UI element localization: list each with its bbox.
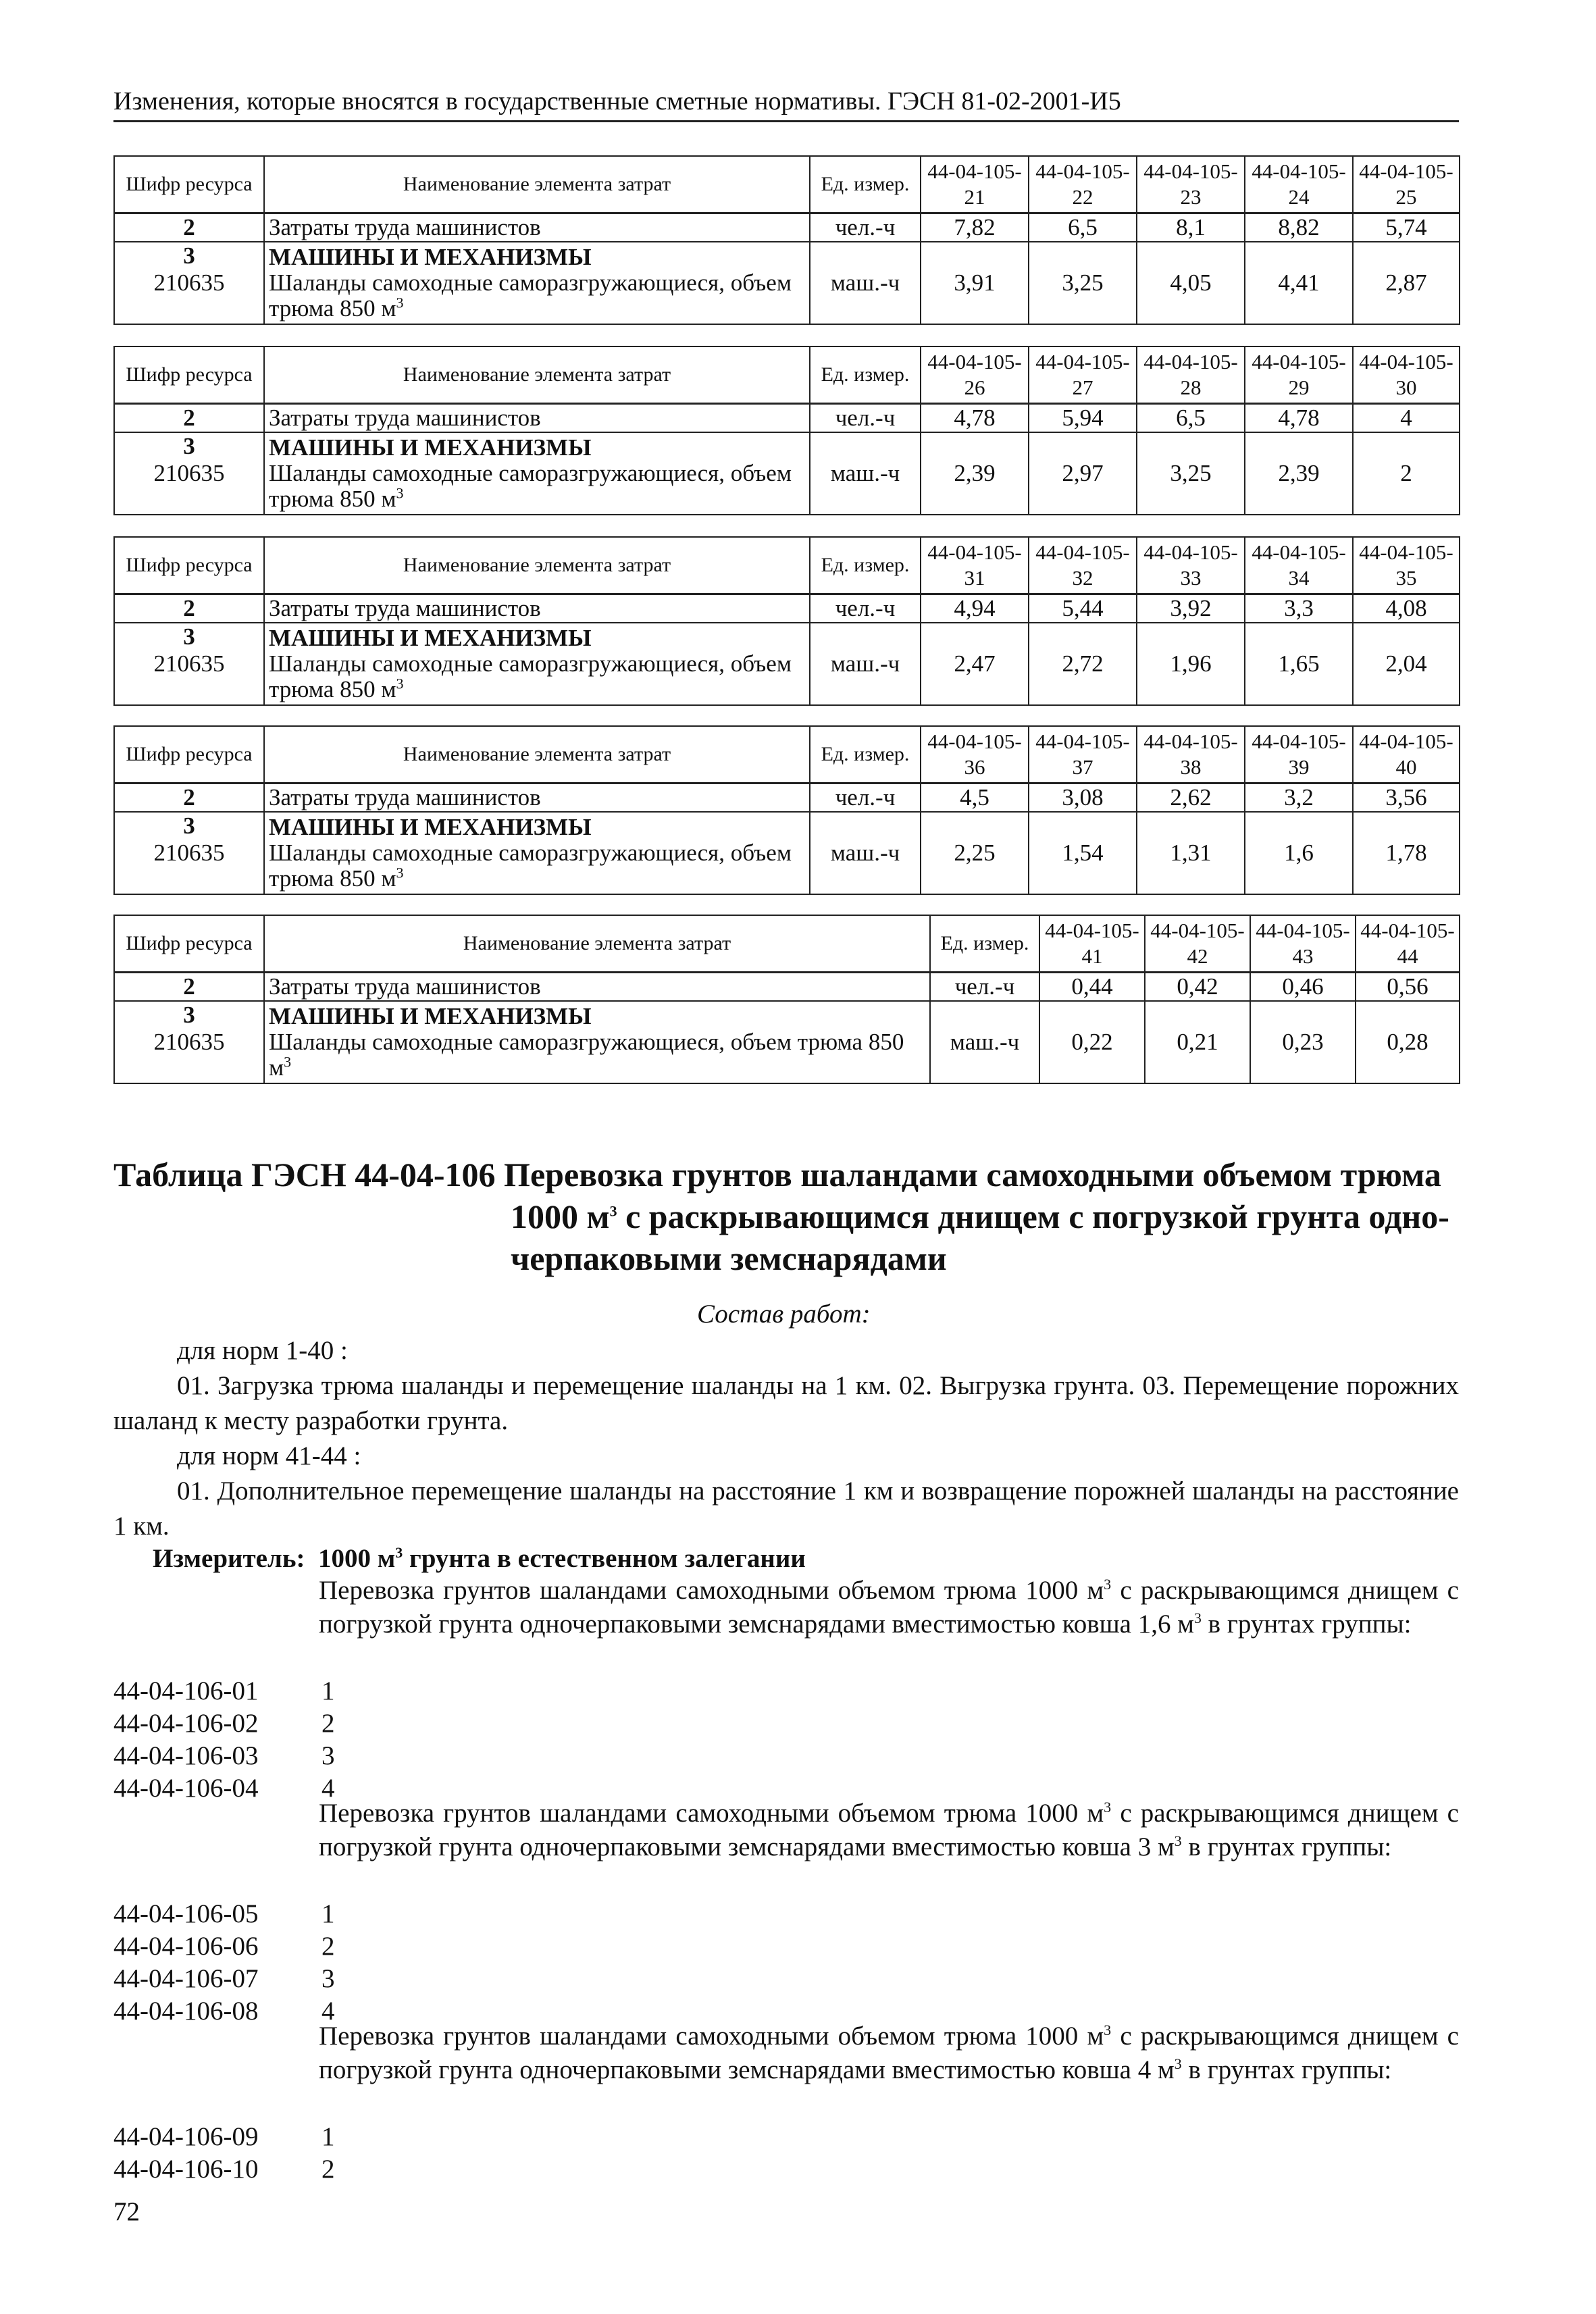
soil-group: 4 <box>321 1997 335 2026</box>
resource-name-block: МАШИНЫ И МЕХАНИЗМЫ Шаланды самоходные саморазгружающиеся, объем трюма 850 $м^3$ <box>264 623 810 705</box>
col-name-header: Наименование элемента затрат <box>264 346 810 403</box>
resource-value: 0,46 <box>1250 972 1356 1001</box>
norm-code: 44-04-106-10 <box>113 2155 259 2184</box>
resource-unit: маш.-ч <box>810 242 921 324</box>
norm-code-header: 44-04-105-43 <box>1250 915 1356 972</box>
resource-value: 4,78 <box>921 403 1029 432</box>
norm-code-header: 44-04-105-25 <box>1353 156 1460 213</box>
resource-unit: чел.-ч <box>810 783 921 812</box>
resource-name: Шаланды самоходные саморазгружающиеся, объем трюма 850 м <box>269 839 792 892</box>
resource-code: 2 <box>114 783 264 812</box>
resource-code-block <box>114 432 264 515</box>
norm-code-header: 44-04-105-23 <box>1137 156 1245 213</box>
norm-item <box>113 1963 335 1995</box>
soil-group: 1 <box>321 1676 335 1705</box>
resource-value: 4,5 <box>921 783 1029 812</box>
norm-item <box>113 1995 335 2028</box>
resource-value: 2,72 <box>1029 623 1137 705</box>
resource-value: 0,21 <box>1145 1001 1250 1083</box>
resource-value: 4 <box>1353 403 1460 432</box>
norm-code-header: 44-04-105-37 <box>1029 726 1137 783</box>
soil-group: 1 <box>321 2122 335 2151</box>
resource-name: Затраты труда машинистов <box>264 594 810 623</box>
col-name-header: Наименование элемента затрат <box>264 915 930 972</box>
resource-name: Шаланды самоходные саморазгружающиеся, объем трюма 850 м <box>269 459 792 512</box>
section-title-line3: черпаковыми земснарядами <box>511 1239 947 1277</box>
norm-item <box>113 1740 335 1772</box>
col-code-header: Шифр ресурса <box>114 915 264 972</box>
work-list-1: 01. Загрузка трюма шаланды и перемещение шаланды на 1 км. 02. Выгрузка грунта. 03. Перемещение порожних шаланд к месту разработки грунта. <box>113 1371 1459 1435</box>
norm-code-header: 44-04-105-26 <box>921 346 1029 403</box>
table-row <box>114 403 1460 432</box>
norm-code: 44-04-106-02 <box>113 1709 259 1738</box>
resource-name: Шаланды самоходные саморазгружающиеся, объем трюма 850 м <box>269 269 792 322</box>
norm-code-header: 44-04-105-27 <box>1029 346 1137 403</box>
resource-unit: маш.-ч <box>810 432 921 515</box>
norm-code-header: 44-04-105-35 <box>1353 537 1460 594</box>
soil-group: 2 <box>321 2155 335 2184</box>
resource-value: 0,23 <box>1250 1001 1356 1083</box>
norm-code-header: 44-04-105-28 <box>1137 346 1245 403</box>
resource-value: 2,62 <box>1137 783 1245 812</box>
col-unit-header: Ед. измер. <box>810 537 921 594</box>
resource-code: 3 <box>183 1001 195 1028</box>
resource-name-block: МАШИНЫ И МЕХАНИЗМЫ Шаланды самоходные саморазгружающиеся, объем трюма 850 $м^3$ <box>264 432 810 515</box>
resource-value: 1,65 <box>1245 623 1353 705</box>
resource-code-block <box>114 1001 264 1083</box>
resource-code: 210635 <box>153 1028 225 1055</box>
norm-code: 44-04-106-04 <box>113 1774 259 1803</box>
norm-code-header: 44-04-105-36 <box>921 726 1029 783</box>
norm-code-header: 44-04-105-29 <box>1245 346 1353 403</box>
resource-code-block <box>114 812 264 894</box>
col-code-header: Шифр ресурса <box>114 537 264 594</box>
for-norms-1-40: для норм 1-40 : <box>177 1336 348 1365</box>
resource-code-block <box>114 623 264 705</box>
resource-code: 3 <box>183 812 195 839</box>
norm-item <box>113 1772 335 1805</box>
resource-value: 0,28 <box>1356 1001 1460 1083</box>
norm-code-header: 44-04-105-38 <box>1137 726 1245 783</box>
norm-code-header: 44-04-105-33 <box>1137 537 1245 594</box>
table-row <box>114 432 1460 515</box>
table-row <box>114 783 1460 812</box>
for-norms-41-44: для норм 41-44 : <box>177 1441 361 1470</box>
norm-item <box>113 2121 335 2153</box>
resource-value: 6,5 <box>1137 403 1245 432</box>
soil-group: 3 <box>321 1964 335 1993</box>
resource-value: 2,87 <box>1353 242 1460 324</box>
resource-value: 0,22 <box>1039 1001 1145 1083</box>
resource-value: 3,92 <box>1137 594 1245 623</box>
resource-unit: чел.-ч <box>810 594 921 623</box>
page-number: 72 <box>113 2197 140 2226</box>
col-unit-header: Ед. измер. <box>810 346 921 403</box>
norm-code-header: 44-04-105-22 <box>1029 156 1137 213</box>
norm-code: 44-04-106-08 <box>113 1997 259 2026</box>
section-heading: МАШИНЫ И МЕХАНИЗМЫ <box>269 434 592 461</box>
resource-code: 210635 <box>153 650 225 677</box>
resource-value: 0,42 <box>1145 972 1250 1001</box>
group-description: Перевозка грунтов шаландами самоходными объемом трюма 1000 $м^3$ с раскрывающимся днищем с погрузкой грунта одночерпаковыми земснарядами вместимостью ковша 1,6 $м^3$ в грунтах группы: <box>319 1576 1459 1639</box>
resource-name: Затраты труда машинистов <box>264 972 930 1001</box>
section-title <box>113 1154 1459 1279</box>
resource-value: 2 <box>1353 432 1460 515</box>
col-unit-header: Ед. измер. <box>930 915 1039 972</box>
resource-value: 3,2 <box>1245 783 1353 812</box>
norm-code-header: 44-04-105-40 <box>1353 726 1460 783</box>
col-unit-header: Ед. измер. <box>810 726 921 783</box>
resource-unit: маш.-ч <box>930 1001 1039 1083</box>
norm-item <box>113 1707 335 1740</box>
resource-name: Затраты труда машинистов <box>264 403 810 432</box>
resource-name-block: МАШИНЫ И МЕХАНИЗМЫ Шаланды самоходные саморазгружающиеся, объем трюма 850 $м^3$ <box>264 812 810 894</box>
resource-value: 2,47 <box>921 623 1029 705</box>
col-code-header: Шифр ресурса <box>114 346 264 403</box>
norm-code: 44-04-106-03 <box>113 1741 259 1770</box>
resource-value: 5,94 <box>1029 403 1137 432</box>
resource-code-block <box>114 242 264 324</box>
resource-table <box>113 536 1460 706</box>
resource-code: 210635 <box>153 839 225 866</box>
norm-code: 44-04-106-07 <box>113 1964 259 1993</box>
resource-table <box>113 155 1460 325</box>
norm-code-header: 44-04-105-21 <box>921 156 1029 213</box>
resource-value: 6,5 <box>1029 213 1137 242</box>
resource-value: 0,56 <box>1356 972 1460 1001</box>
resource-table <box>113 915 1460 1084</box>
norm-code-header: 44-04-105-30 <box>1353 346 1460 403</box>
work-list-2: 01. Дополнительное перемещение шаланды на расстояние 1 км и возвращение порожней шаланды на расстояние 1 км. <box>113 1476 1459 1541</box>
resource-unit: маш.-ч <box>810 812 921 894</box>
resource-value: 5,74 <box>1353 213 1460 242</box>
table-row <box>114 213 1460 242</box>
resource-code: 210635 <box>153 269 225 296</box>
resource-unit: чел.-ч <box>810 403 921 432</box>
meter-line: Измеритель: 1000 $м^3$ грунта в естественном залегании <box>153 1544 806 1573</box>
section-heading: МАШИНЫ И МЕХАНИЗМЫ <box>269 1002 592 1029</box>
group-description: Перевозка грунтов шаландами самоходными объемом трюма 1000 $м^3$ с раскрывающимся днищем с погрузкой грунта одночерпаковыми земснарядами вместимостью ковша 3 $м^3$ в грунтах группы: <box>319 1799 1459 1861</box>
resource-value: 7,82 <box>921 213 1029 242</box>
norm-code-header: 44-04-105-24 <box>1245 156 1353 213</box>
norm-code: 44-04-106-06 <box>113 1932 259 1961</box>
table-header-row <box>114 537 1460 594</box>
resource-unit: чел.-ч <box>810 213 921 242</box>
resource-value: 4,08 <box>1353 594 1460 623</box>
section-title-line1: Таблица ГЭСН 44-04-106 Перевозка грунтов шаландами самоходными объемом трюма <box>113 1156 1441 1193</box>
section-title-line2: 1000 $м^3$ с раскрывающимся днищем с погрузкой грунта одно- <box>511 1198 1449 1235</box>
resource-value: 3,3 <box>1245 594 1353 623</box>
resource-code: 2 <box>114 972 264 1001</box>
resource-value: 2,39 <box>921 432 1029 515</box>
resource-value: 4,78 <box>1245 403 1353 432</box>
resource-value: 1,6 <box>1245 812 1353 894</box>
resource-name-block: МАШИНЫ И МЕХАНИЗМЫ Шаланды самоходные саморазгружающиеся, объем трюма 850 $м^3$ <box>264 1001 930 1083</box>
table-header-row <box>114 915 1460 972</box>
resource-code: 3 <box>183 242 195 269</box>
resource-code: 210635 <box>153 459 225 486</box>
resource-value: 8,1 <box>1137 213 1245 242</box>
resource-value: 3,25 <box>1029 242 1137 324</box>
resource-code: 2 <box>114 403 264 432</box>
norm-code-header: 44-04-105-34 <box>1245 537 1353 594</box>
resource-value: 3,56 <box>1353 783 1460 812</box>
resource-value: 2,39 <box>1245 432 1353 515</box>
resource-name: Затраты труда машинистов <box>264 213 810 242</box>
table-row <box>114 242 1460 324</box>
col-code-header: Шифр ресурса <box>114 156 264 213</box>
norm-code-header: 44-04-105-41 <box>1039 915 1145 972</box>
norm-code-header: 44-04-105-39 <box>1245 726 1353 783</box>
norm-item <box>113 1675 335 1707</box>
norm-item <box>113 2153 335 2186</box>
norm-item <box>113 1930 335 1963</box>
resource-code: 2 <box>114 594 264 623</box>
soil-group: 2 <box>321 1932 335 1961</box>
resource-value: 2,25 <box>921 812 1029 894</box>
resource-name: Шаланды самоходные саморазгружающиеся, объем трюма 850 м <box>269 650 792 702</box>
section-heading: МАШИНЫ И МЕХАНИЗМЫ <box>269 813 592 840</box>
norm-item <box>113 1898 335 1930</box>
norm-code-header: 44-04-105-32 <box>1029 537 1137 594</box>
resource-name: Шаланды самоходные саморазгружающиеся, объем трюма 850 м <box>269 1028 904 1081</box>
col-name-header: Наименование элемента затрат <box>264 156 810 213</box>
norm-code: 44-04-106-05 <box>113 1899 259 1928</box>
resource-value: 3,91 <box>921 242 1029 324</box>
table-header-row <box>114 346 1460 403</box>
table-header-row <box>114 156 1460 213</box>
soil-group: 1 <box>321 1899 335 1928</box>
norm-code: 44-04-106-09 <box>113 2122 259 2151</box>
norm-code-header: 44-04-105-31 <box>921 537 1029 594</box>
resource-value: 1,54 <box>1029 812 1137 894</box>
norm-code: 44-04-106-01 <box>113 1676 259 1705</box>
resource-value: 0,44 <box>1039 972 1145 1001</box>
soil-group: 4 <box>321 1774 335 1803</box>
running-header: Изменения, которые вносятся в государственные сметные нормативы. ГЭСН 81-02-2001-И5 <box>113 86 1459 122</box>
resource-value: 8,82 <box>1245 213 1353 242</box>
col-unit-header: Ед. измер. <box>810 156 921 213</box>
resource-code: 2 <box>114 213 264 242</box>
table-header-row <box>114 726 1460 783</box>
resource-name-block: МАШИНЫ И МЕХАНИЗМЫ Шаланды самоходные саморазгружающиеся, объем трюма 850 $м^3$ <box>264 242 810 324</box>
resource-value: 4,41 <box>1245 242 1353 324</box>
meter-label: Измеритель: <box>153 1544 305 1573</box>
resource-value: 5,44 <box>1029 594 1137 623</box>
col-name-header: Наименование элемента затрат <box>264 537 810 594</box>
resource-table <box>113 346 1460 515</box>
resource-value: 2,04 <box>1353 623 1460 705</box>
table-row <box>114 623 1460 705</box>
resource-value: 3,08 <box>1029 783 1137 812</box>
resource-unit: чел.-ч <box>930 972 1039 1001</box>
norm-code-header: 44-04-105-42 <box>1145 915 1250 972</box>
soil-group: 2 <box>321 1709 335 1738</box>
group-description: Перевозка грунтов шаландами самоходными объемом трюма 1000 $м^3$ с раскрывающимся днищем с погрузкой грунта одночерпаковыми земснарядами вместимостью ковша 4 $м^3$ в грунтах группы: <box>319 2022 1459 2084</box>
col-name-header: Наименование элемента затрат <box>264 726 810 783</box>
resource-value: 4,05 <box>1137 242 1245 324</box>
resource-code: 3 <box>183 623 195 650</box>
resource-value: 1,31 <box>1137 812 1245 894</box>
resource-value: 1,78 <box>1353 812 1460 894</box>
table-row <box>114 594 1460 623</box>
col-code-header: Шифр ресурса <box>114 726 264 783</box>
table-row <box>114 812 1460 894</box>
resource-value: 3,25 <box>1137 432 1245 515</box>
composition-title: Состав работ: <box>697 1300 871 1329</box>
norm-code-header: 44-04-105-44 <box>1356 915 1460 972</box>
table-row <box>114 972 1460 1001</box>
table-row <box>114 1001 1460 1083</box>
resource-code: 3 <box>183 432 195 459</box>
resource-value: 1,96 <box>1137 623 1245 705</box>
section-heading: МАШИНЫ И МЕХАНИЗМЫ <box>269 243 592 270</box>
resource-name: Затраты труда машинистов <box>264 783 810 812</box>
resource-table <box>113 725 1460 895</box>
resource-value: 2,97 <box>1029 432 1137 515</box>
soil-group: 3 <box>321 1741 335 1770</box>
resource-unit: маш.-ч <box>810 623 921 705</box>
resource-value: 4,94 <box>921 594 1029 623</box>
section-heading: МАШИНЫ И МЕХАНИЗМЫ <box>269 624 592 651</box>
